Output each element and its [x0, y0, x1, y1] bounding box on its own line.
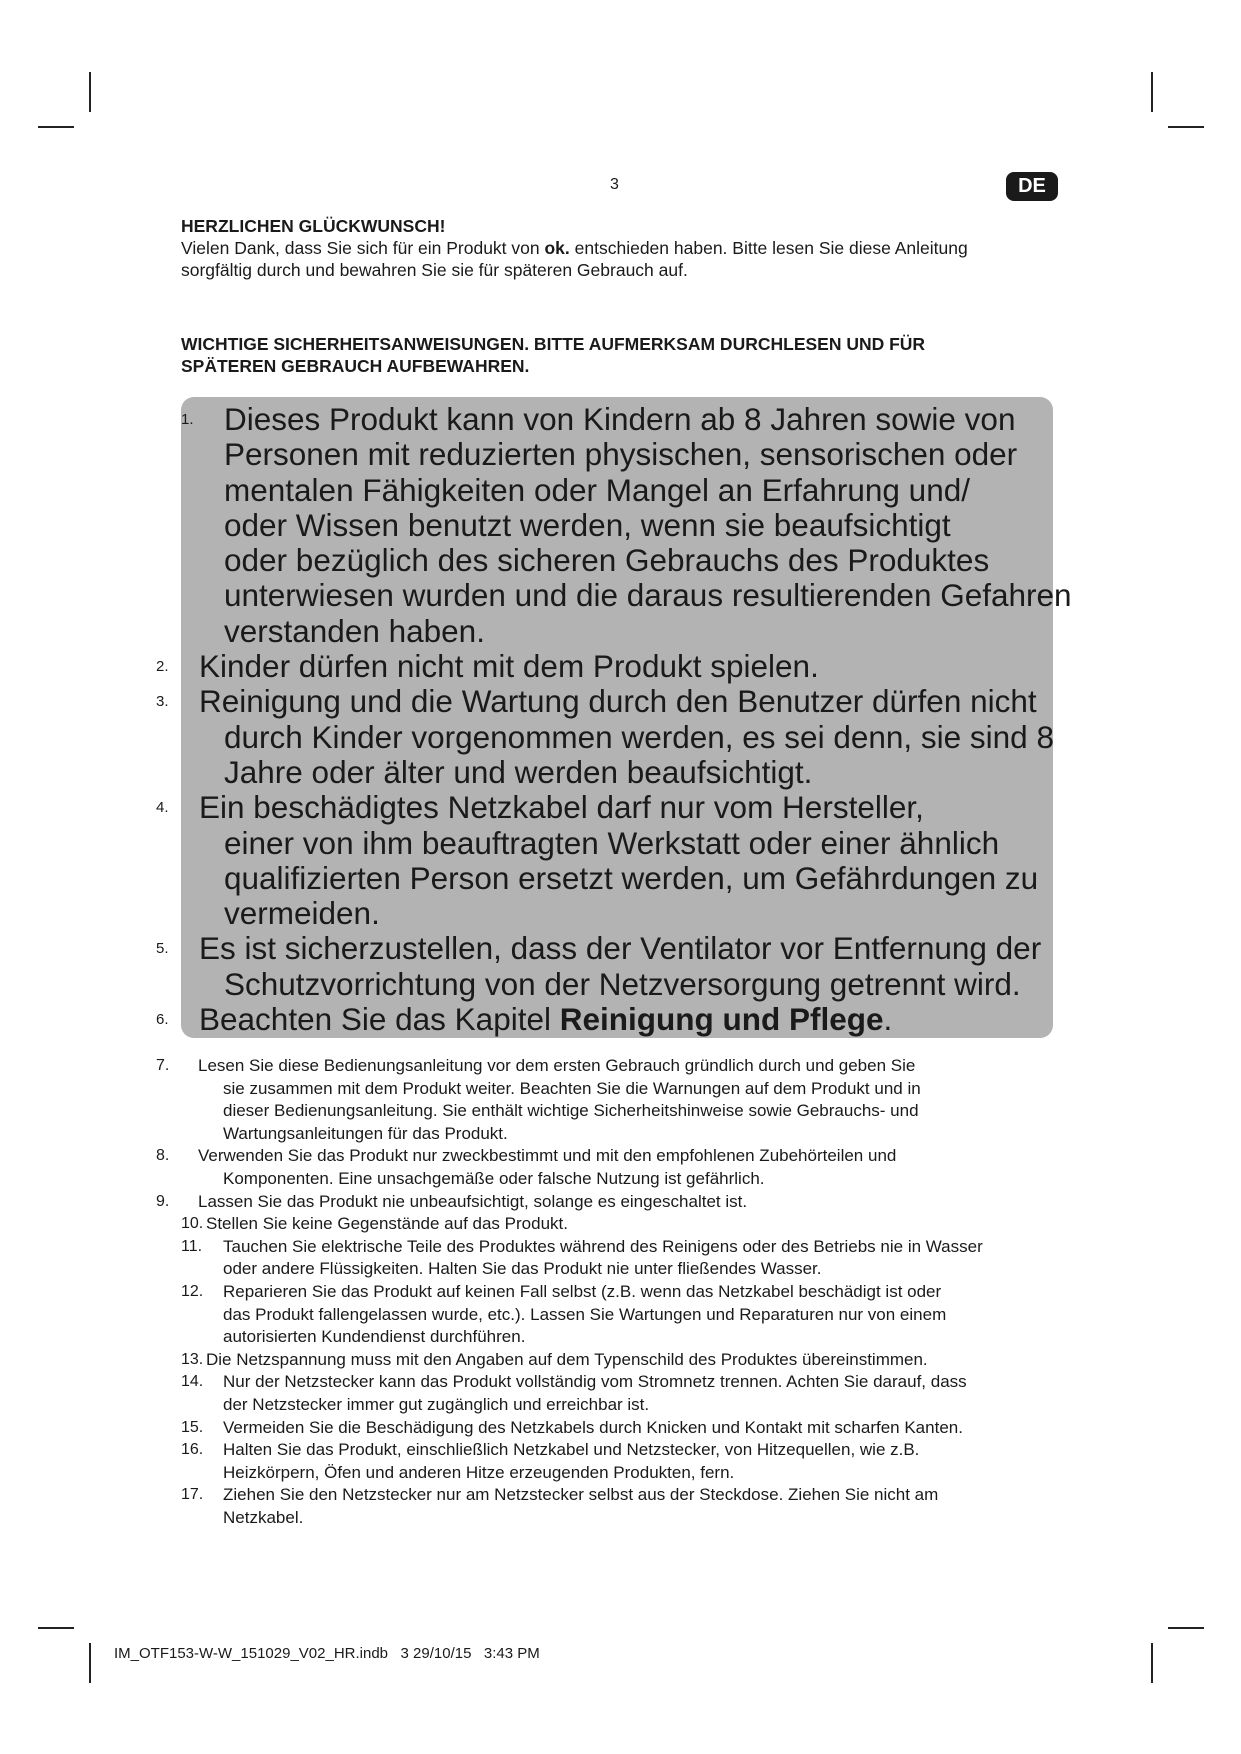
warning-item-line: Ein beschädigtes Netzkabel darf nur vom Hersteller,	[199, 789, 924, 826]
safety-item-9: 9. Lassen Sie das Produkt nie unbeaufsichtigt, solange es eingeschaltet ist.	[0, 1191, 1060, 1214]
warning-item-1	[0, 401, 1072, 649]
safety-item-number: 17.	[181, 1486, 204, 1504]
safety-item-16	[0, 1439, 1060, 1484]
safety-item-10	[0, 1213, 1060, 1236]
warning-item-line: Es ist sicherzustellen, dass der Ventilator vor Entfernung der	[199, 930, 1042, 967]
brand-name: ok.	[544, 238, 570, 258]
safety-item-line: dieser Bedienungsanleitung. Sie enthält wichtige Sicherheitshinweise sowie Gebrauchs- und	[223, 1101, 919, 1121]
safety-item-line: Verwenden Sie das Produkt nur zweckbestimmt und mit den empfohlenen Zubehörteilen und	[198, 1146, 897, 1166]
safety-heading-line-2: SPÄTEREN GEBRAUCH AUFBEWAHREN.	[181, 356, 530, 376]
safety-item-line: Nur der Netzstecker kann das Produkt vollständig vom Stromnetz trennen. Achten Sie darauf, dass	[223, 1372, 967, 1392]
warning-item-2: 2. Kinder dürfen nicht mit dem Produkt spielen.	[0, 649, 1060, 684]
safety-heading	[181, 333, 1061, 377]
safety-item-number: 15.	[181, 1418, 204, 1436]
crop-mark-bottom-left-horizontal	[38, 1627, 74, 1629]
intro-text-after-brand: entschieden haben. Bitte lesen Sie diese Anleitung	[569, 238, 968, 258]
warning-item-3: 3. Reinigung und die Wartung durch den Benutzer dürfen nicht durch Kinder vorgenommen werden, es sei denn, sie sind 8 Jahre oder älter und werden beaufsichtigt.	[0, 684, 1060, 790]
safety-item-number: 14.	[181, 1373, 204, 1391]
safety-item-14	[0, 1371, 1060, 1416]
crop-mark-top-left-vertical	[89, 72, 91, 112]
crop-mark-bottom-right-horizontal	[1168, 1627, 1204, 1629]
safety-item-line: oder andere Flüssigkeiten. Halten Sie das Produkt nie unter fließendes Wasser.	[223, 1259, 822, 1279]
safety-item-line: Die Netzspannung muss mit den Angaben auf dem Typenschild des Produktes übereinstimmen.	[206, 1349, 928, 1369]
safety-item-11	[0, 1236, 1060, 1281]
warning-item-line: Jahre oder älter und werden beaufsichtigt.	[224, 753, 813, 790]
print-slug: IM_OTF153-W-W_151029_V02_HR.indb 3 29/10/15 3:43 PM	[114, 1645, 540, 1662]
warning-item-line	[199, 1001, 1060, 1038]
warning-item-line: verstanden haben.	[224, 612, 485, 649]
safety-item-line: Netzkabel.	[223, 1507, 304, 1527]
safety-item-13	[0, 1349, 1060, 1372]
safety-item-line: Lesen Sie diese Bedienungsanleitung vor dem ersten Gebrauch gründlich durch und geben Sie	[198, 1056, 916, 1075]
intro-title: HERZLICHEN GLÜCKWUNSCH!	[181, 216, 446, 236]
crop-mark-top-right-vertical	[1151, 72, 1153, 112]
safety-item-line: Vermeiden Sie die Beschädigung des Netzkabels durch Knicken und Kontakt mit scharfen Kanten.	[223, 1417, 963, 1437]
crop-mark-bottom-left-vertical	[89, 1643, 91, 1683]
warning-item-line: unterwiesen wurden und die daraus resultierenden Gefahren	[224, 577, 1072, 614]
language-badge: DE	[1006, 172, 1058, 201]
crop-mark-bottom-right-vertical	[1151, 1643, 1153, 1683]
safety-item-number: 10.	[181, 1215, 204, 1233]
warning-item-5: 5. Es ist sicherzustellen, dass der Ventilator vor Entfernung der Schutzvorrichtung von der Netzversorgung getrennt wird.	[0, 931, 1060, 1002]
warning-item-line: Personen mit reduzierten physischen, sensorischen oder	[224, 436, 1018, 473]
warning-item-line: vermeiden.	[224, 895, 380, 932]
safety-item-number: 13.	[181, 1350, 204, 1368]
safety-item-line: Wartungsanleitungen für das Produkt.	[223, 1123, 508, 1143]
warning-item-4: 4. Ein beschädigtes Netzkabel darf nur vom Hersteller, einer von ihm beauftragten Werkstatt oder einer ähnlich qualifizierten Person ersetzt werden, um Gefährdungen zu vermeiden.	[0, 790, 1060, 931]
warning-item-line: durch Kinder vorgenommen werden, es sei denn, sie sind 8	[224, 718, 1054, 755]
page-number: 3	[610, 176, 619, 193]
warning-item-line: Kinder dürfen nicht mit dem Produkt spielen.	[199, 648, 819, 685]
warning-item-line: Reinigung und die Wartung durch den Benutzer dürfen nicht	[199, 683, 1037, 720]
safety-item-line: autorisierten Kundendienst durchführen.	[223, 1327, 526, 1347]
safety-item-17	[0, 1484, 1060, 1529]
safety-item-line: sie zusammen mit dem Produkt weiter. Beachten Sie die Warnungen auf dem Produkt und in	[223, 1078, 921, 1098]
safety-item-line: Ziehen Sie den Netzstecker nur am Netzstecker selbst aus der Steckdose. Ziehen Sie nicht am	[223, 1485, 939, 1505]
safety-item-line: der Netzstecker immer gut zugänglich und erreichbar ist.	[223, 1394, 650, 1414]
warning-item-text: .	[883, 1001, 893, 1038]
safety-item-number: 16.	[181, 1441, 204, 1459]
safety-item-number: 11.	[181, 1237, 203, 1255]
safety-item-8: 8. Verwenden Sie das Produkt nur zweckbestimmt und mit den empfohlenen Zubehörteilen und Komponenten. Eine unsachgemäße oder falsche Nutzung ist gefährlich.	[0, 1145, 1060, 1190]
safety-list	[0, 1055, 1060, 1529]
warning-item-line: mentalen Fähigkeiten oder Mangel an Erfahrung und/	[224, 471, 970, 508]
safety-item-7: 7. Lesen Sie diese Bedienungsanleitung vor dem ersten Gebrauch gründlich durch und geben Sie sie zusammen mit dem Produkt weiter. Beachten Sie die Warnungen auf dem Produkt und in dieser Bedienungsanleitung. Sie enthält wichtige Sicherheitshinweise sowie Gebrauchs- und Wartungsanleitungen für das Produkt.	[0, 1055, 1060, 1145]
safety-item-12	[0, 1281, 1060, 1349]
warning-item-line: Dieses Produkt kann von Kindern ab 8 Jahren sowie von	[224, 401, 1016, 437]
intro-section	[181, 215, 1061, 281]
crop-mark-top-right-horizontal	[1168, 126, 1204, 128]
chapter-reference: Reinigung und Pflege	[559, 1001, 884, 1038]
warning-item-line: Schutzvorrichtung von der Netzversorgung getrennt wird.	[224, 965, 1021, 1002]
warning-list	[0, 401, 1072, 1038]
warning-item-text: Beachten Sie das Kapitel	[199, 1001, 560, 1038]
warning-item-6: 6. Beachten Sie das Kapitel Reinigung und Pflege.	[0, 1002, 1060, 1037]
intro-text-line-2: sorgfältig durch und bewahren Sie sie für späteren Gebrauch auf.	[181, 260, 688, 280]
safety-item-line: Halten Sie das Produkt, einschließlich Netzkabel und Netzstecker, von Hitzequellen, wie z.B.	[223, 1440, 920, 1460]
safety-item-line: Reparieren Sie das Produkt auf keinen Fall selbst (z.B. wenn das Netzkabel beschädigt ist oder	[223, 1281, 942, 1301]
safety-item-line: Lassen Sie das Produkt nie unbeaufsichtigt, solange es eingeschaltet ist.	[198, 1191, 748, 1211]
safety-item-number: 12.	[181, 1282, 204, 1300]
warning-item-number: 1.	[181, 411, 194, 428]
safety-item-line: das Produkt fallengelassen wurde, etc.). Lassen Sie Wartungen und Reparaturen nur von einem	[223, 1304, 947, 1324]
intro-text-before-brand: Vielen Dank, dass Sie sich für ein Produkt von	[181, 238, 545, 258]
intro-text-line-1	[181, 237, 1061, 259]
warning-item-line: qualifizierten Person ersetzt werden, um Gefährdungen zu	[224, 859, 1039, 896]
safety-heading-line-1: WICHTIGE SICHERHEITSANWEISUNGEN. BITTE AUFMERKSAM DURCHLESEN UND FÜR	[181, 334, 926, 354]
warning-item-line: oder bezüglich des sicheren Gebrauchs des Produktes	[224, 542, 990, 579]
safety-item-line: Stellen Sie keine Gegenstände auf das Produkt.	[206, 1214, 568, 1234]
safety-item-line: Tauchen Sie elektrische Teile des Produktes während des Reinigens oder des Betriebs nie in Wasser	[223, 1236, 983, 1256]
crop-mark-top-left-horizontal	[38, 126, 74, 128]
warning-item-line: einer von ihm beauftragten Werkstatt oder einer ähnlich	[224, 824, 1000, 861]
safety-item-15	[0, 1417, 1060, 1440]
warning-item-line: oder Wissen benutzt werden, wenn sie beaufsichtigt	[224, 506, 951, 543]
safety-item-line: Heizkörpern, Öfen und anderen Hitze erzeugenden Produkten, fern.	[223, 1462, 735, 1482]
safety-item-line: Komponenten. Eine unsachgemäße oder falsche Nutzung ist gefährlich.	[223, 1168, 765, 1188]
